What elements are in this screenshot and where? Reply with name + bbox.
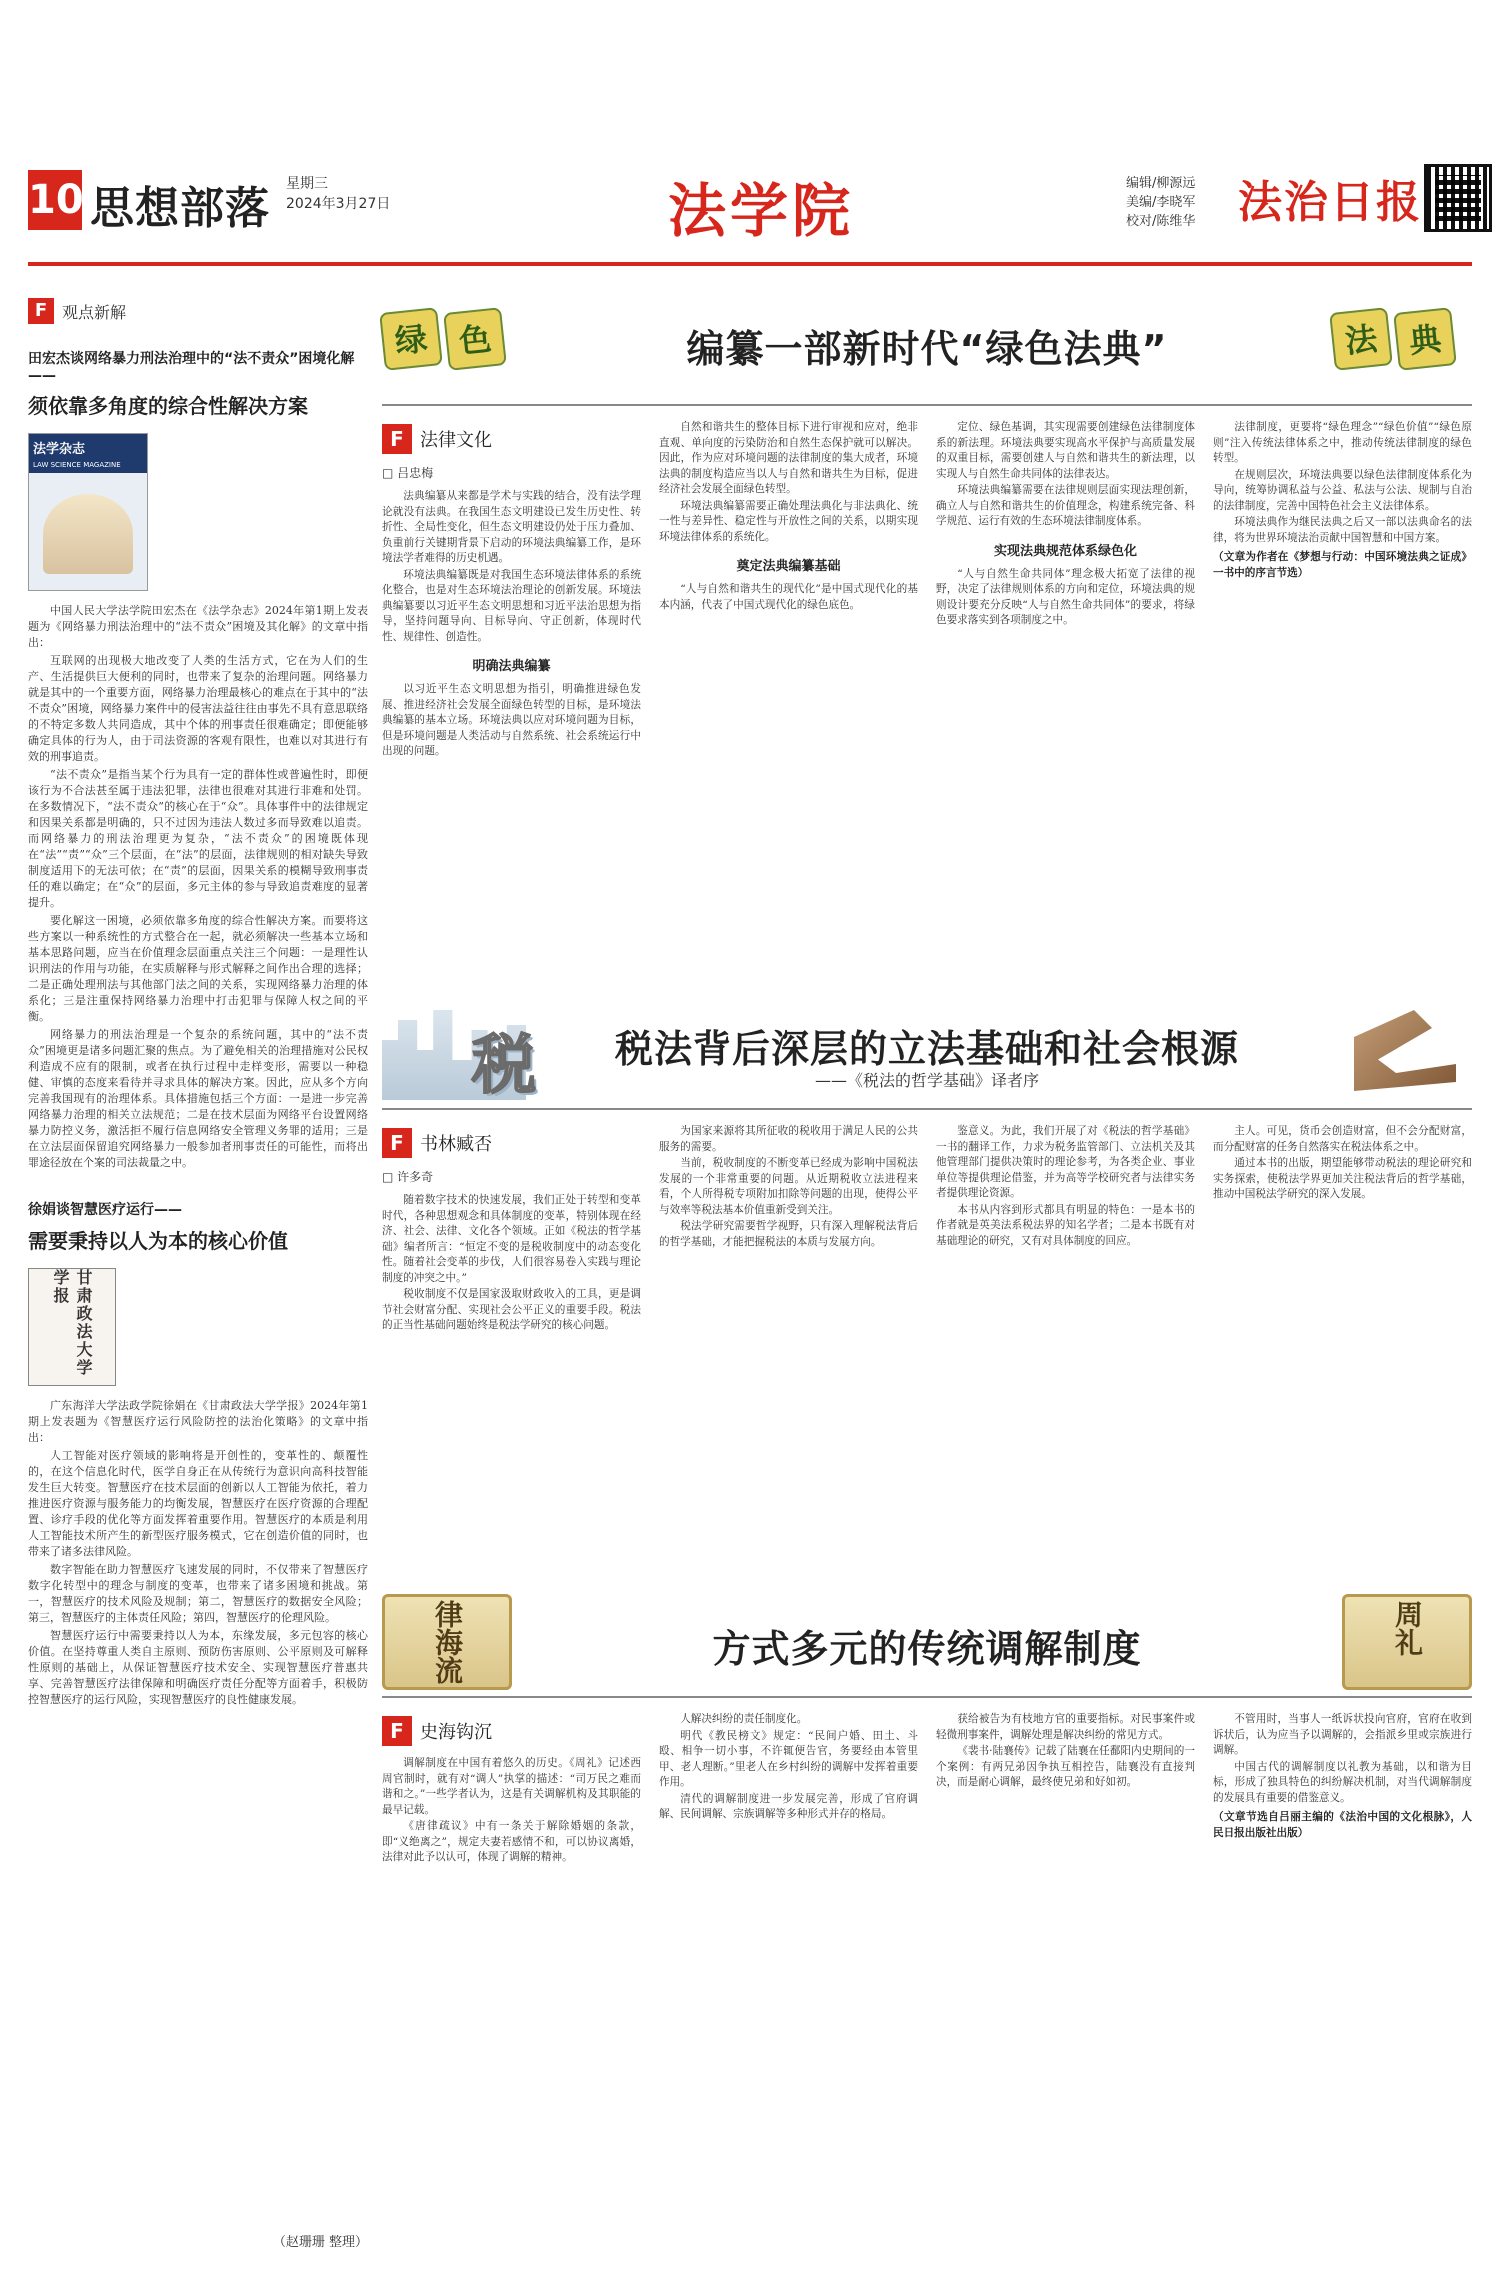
paragraph: “法不责众”是指当某个行为具有一定的群体性或普遍性时，即便该行为不合法甚至属于违法犯罪，法律也很难对其进行非难和处罚。在多数情况下，“法不责众”的核心在于“众”。具体事件中的法律规定和因果关系都是明确的，只不过因为违法人数过多而导致难以追责。而网络暴力的刑法治理更为复杂，“法不责众”的困境既体现在“法”“责”“众”三个层面，在“法”的层面，法律规则的相对缺失导致制度适用下的无法可依；在“责”的层面，因果关系的模糊导致刑事责任的难以确定；在“众”的层面，多元主体的参与导致追责难度的显著提升。 <box>28 768 368 909</box>
banner-tile: 典 <box>1393 307 1457 371</box>
journal-cover-title: 甘肃政法大学学报 <box>51 1269 93 1377</box>
text-column <box>1213 420 1472 761</box>
weekday: 星期三 <box>286 176 328 192</box>
scroll-illustration-right <box>1342 1594 1472 1690</box>
column-tag-label: 观点新解 <box>62 302 127 322</box>
paragraph: 《裴书·陆襄传》记载了陆襄在任鄱阳内史期间的一个案例：有两兄弟因争执互相控告，陆襄没有直接判决，而是耐心调解，最终使兄弟和好如初。 <box>936 1745 1195 1788</box>
column-tag <box>382 1128 641 1158</box>
article-green-code <box>382 296 1472 996</box>
article-title: 方式多元的传统调解制度 <box>712 1627 1142 1671</box>
paragraph: 数字智能在助力智慧医疗飞速发展的同时，不仅带来了智慧医疗数字化转型中的理念与制度的变革，也带来了诸多困境和挑战。第一，智慧医疗的技术风险及规制；第二，智慧医疗的数据安全风险；第三，智慧医疗的主体责任风险；第四，智慧医疗的伦理风险。 <box>28 1563 368 1624</box>
source-caption: （文章为作者在《梦想与行动：中国环境法典之证成》一书中的序言节选） <box>1213 551 1472 579</box>
column-tag-label: 书林臧否 <box>420 1134 492 1155</box>
article-columns <box>382 1712 1472 1867</box>
scroll-text: 周礼 <box>1391 1600 1424 1656</box>
text-column <box>936 1712 1195 1867</box>
paragraph: “人与自然和谐共生的现代化”是中国式现代化的基本内涵，代表了中国式现代化的绿色底色。 <box>659 583 918 611</box>
article-title: 须依靠多角度的综合性解决方案 <box>28 394 308 418</box>
text-column <box>659 420 918 761</box>
paragraph: 主人。可见，货币会创造财富，但不会分配财富，而分配财富的任务自然落实在税法体系之中。 <box>1213 1125 1472 1153</box>
issue-date: 2024年3月27日 <box>286 196 391 212</box>
paragraph: 调解制度在中国有着悠久的历史。《周礼》记述西周官制时，就有对“调人”执掌的描述：“司万民之难而谐和之。”一些学者认为，这是有关调解机构及其职能的最早记载。 <box>382 1757 641 1816</box>
article-title: 税法背后深层的立法基础和社会根源 <box>614 1027 1239 1071</box>
column-tag <box>382 1716 641 1746</box>
scroll-text: 律海流 <box>431 1600 464 1684</box>
author-name: □ 吕忠梅 <box>382 464 641 481</box>
paragraph: 环境法典作为继民法典之后又一部以法典命名的法律，将为世界环境法治贡献中国智慧和中国方案。 <box>1213 516 1472 544</box>
text-column <box>382 420 641 761</box>
text-column <box>936 1124 1195 1335</box>
paragraph: “人与自然生命共同体”理念极大拓宽了法律的视野，决定了法律规则体系的方向和定位，环境法典的规则设计要充分反映“人与自然生命共同体”的要求，将绿色要求落实到各项制度之中。 <box>936 567 1195 626</box>
magazine-cover <box>28 433 148 591</box>
article-mediation <box>382 1588 1472 2248</box>
editor-line: 编辑/柳源远 <box>1126 176 1196 191</box>
editor-line: 校对/陈维华 <box>1126 214 1196 229</box>
text-column <box>382 1712 641 1867</box>
article-title: 编纂一部新时代“绿色法典” <box>686 327 1168 371</box>
paragraph: 税法学研究需要哲学视野，只有深入理解税法背后的哲学基础，才能把握税法的本质与发展方向。 <box>659 1220 918 1248</box>
column-tag <box>28 298 368 324</box>
paragraph: 人工智能对医疗领域的影响将是开创性的，变革性的、颠覆性的，在这个信息化时代，医学自身正在从传统行为意识向高科技智能发生巨大转变。智慧医疗在技术层面的创新以人工智能为依托，着力推进医疗资源与服务能力的均衡发展，智慧医疗在医疗资源的合理配置、诊疗手段的优化等方面发挥着重要作用。智慧医疗的本质是利用人工智能技术所产生的新型医疗服务模式，它在创造价值的同时，也带来了诸多法律风险。 <box>28 1449 368 1558</box>
paragraph: 互联网的出现极大地改变了人类的生活方式，它在为人们的生产、生活提供巨大便利的同时，也带来了复杂的治理问题。网络暴力就是其中的一个重要方面，网络暴力治理最核心的难点在于其中的“法不责众”困境，网络暴力案件中的侵害法益往往由事先不具有意思联络的不特定多数人共同造成，其中个体的刑事责任很难确定；即便能够确定具体的行为人，由于司法资源的客观有限性，也难以对其进行有效的刑事追责。 <box>28 654 368 763</box>
article-tax-law <box>382 1000 1472 1580</box>
editor-line: 美编/李晓军 <box>1126 195 1196 210</box>
qr-code-icon <box>1424 164 1492 232</box>
magazine-cover-title: 法学杂志 <box>29 434 147 461</box>
article-body <box>28 603 368 1171</box>
journal-cover <box>28 1268 116 1386</box>
column-tag-label: 法律文化 <box>420 430 492 451</box>
article-body <box>28 1398 368 1708</box>
text-column <box>659 1712 918 1867</box>
paragraph: 定位、绿色基调，其实现需要创建绿色法律制度体系的新法理。环境法典要实现高水平保护与高质量发展的双重目标，需要创建人与自然和谐共生的新法理，以实现人与自然生命共同体的法律表达。 <box>936 421 1195 480</box>
paragraph: 法律制度，更要将“绿色理念”“绿色价值”“绿色原则”注入传统法律体系之中，推动传统法律制度的绿色转型。 <box>1213 421 1472 464</box>
paragraph: 网络暴力的刑法治理是一个复杂的系统问题，其中的“法不责众”困境更是诸多问题汇聚的焦点。为了避免相关的治理措施对公民权利造成不应有的限制，或者在执行过程中走样变形，需要以一种稳健、审慎的态度来看待并寻求具体的解决方案。因此，应从多个方向完善我国现有的治理体系。具体措施包括三个方面：一是进一步完善网络暴力治理的相关立法规范；二是在技术层面为网络平台设置网络暴力防控义务，激活拒不履行信息网络安全管理义务罪的适用；三是在立法层面保留追究网络暴力一般参加者刑事责任的可能性，而将出罪途径放在个案的司法裁量之中。 <box>28 1028 368 1169</box>
section-heading: 实现法典规范体系绿色化 <box>993 543 1137 559</box>
paragraph: 人解决纠纷的责任制度化。 <box>680 1713 808 1725</box>
paragraph: 本书从内容到形式都具有明显的特色：一是本书的作者就是英美法系税法界的知名学者；二是本书既有对基础理论的研究，又有对具体制度的回应。 <box>936 1203 1195 1247</box>
article-subtitle: 田宏杰谈网络暴力刑法治理中的“法不责众”困境化解—— <box>28 351 355 384</box>
paragraph: 不管用时，当事人一纸诉状投向官府，官府在收到诉状后，认为应当予以调解的，会指派乡里或宗族进行调解。 <box>1213 1713 1472 1756</box>
paragraph: 自然和谐共生的整体目标下进行审视和应对，绝非直观、单向度的污染防治和自然生态保护就可以解决。因此，作为应对环境问题的法律制度的集大成者，环境法典的制度构造应当以人与自然和谐共生为目标，促进经济社会发展全面绿色转型。 <box>659 421 918 495</box>
text-column <box>659 1124 918 1335</box>
column-f-icon: F <box>382 1716 412 1746</box>
text-column <box>936 420 1195 761</box>
paragraph: 当前，税收制度的不断变革已经成为影响中国税法发展的一个非常重要的问题。从近期税收立法进程来看，个人所得税专项附加扣除等问题的出现，使得公平与效率等税法基本价值重新受到关注。 <box>659 1157 918 1216</box>
banner-decoration-right <box>1332 310 1472 390</box>
column-tag <box>382 424 641 454</box>
paragraph: 智慧医疗运行中需要秉持以人为本，东缘发展，多元包容的核心价值。在坚持尊重人类自主原则、预防伤害原则、公平原则及可解释性原则的基础上，从保证智慧医疗技术安全、实现智慧医疗普惠共享、完善智慧医疗法律保障和明确医疗责任分配等方面着手，积极防控智慧医疗的运行风险，实现智慧医疗的良性健康发展。 <box>28 1629 368 1706</box>
paragraph: 获给被告为有枝地方官的重要指标。对民事案件或轻微刑事案件，调解处理是解决纠纷的常见方式。 <box>936 1713 1195 1741</box>
paragraph: 《唐律疏议》中有一条关于解除婚姻的条款，即“义绝离之”，规定夫妻若感情不和，可以协议离婚，法律对此予以认可，体现了调解的精神。 <box>382 1820 641 1863</box>
section-heading: 明确法典编纂 <box>472 659 551 674</box>
newspaper-logo: 法治日报 <box>1238 177 1422 228</box>
text-column <box>1213 1712 1472 1867</box>
masthead <box>28 158 1472 258</box>
article-title: 需要秉持以人为本的核心价值 <box>28 1229 288 1253</box>
paragraph: 广东海洋大学法政学院徐娟在《甘肃政法大学学报》2024年第1期上发表题为《智慧医疗运行风险防控的法治化策略》的文章中指出： <box>28 1399 368 1444</box>
paragraph: 中国人民大学法学院田宏杰在《法学杂志》2024年第1期上发表题为《网络暴力刑法治理中的“法不责众”困境及其化解》的文章中指出： <box>28 604 368 649</box>
page-title: 法学院 <box>668 177 855 245</box>
magazine-cover-subtitle: LAW SCIENCE MAGAZINE <box>29 461 147 473</box>
paragraph: 税收制度不仅是国家汲取财政收入的工具，更是调节社会财富分配、实现社会公平正义的重要手段。税法的正当性基础问题始终是税法学研究的核心问题。 <box>382 1288 641 1331</box>
paragraph: 为国家来源将其所征收的税收用于满足人民的公共服务的需要。 <box>659 1125 918 1153</box>
banner-tile: 绿 <box>379 307 443 371</box>
banner-tile: 法 <box>1329 307 1393 371</box>
column-f-icon: F <box>382 424 412 454</box>
paragraph: 以习近平生态文明思想为指引，明确推进绿色发展、推进经济社会发展全面绿色转型的目标，是环境法典编纂的基本立场。环境法典以应对环境问题为目标，但是环境问题是人类活动与自然系统、社会系统运行中出现的问题。 <box>382 683 641 757</box>
paragraph: 随着数字技术的快速发展，我们正处于转型和变革时代，各种思想观念和具体制度的变革，特别体现在经济、社会、法律、文化各个领域。正如《税法的哲学基础》编者所言：“恒定不变的是税收制度中的动态变化性。随着社会变革的步伐，人们很容易卷入实践与理论制度的冲突之中。” <box>382 1194 641 1284</box>
paragraph: 通过本书的出版，期望能够带动税法的理论研究和实务探索，使税法学界更加关注税法背后的哲学基础，推动中国税法学研究的深入发展。 <box>1213 1157 1472 1200</box>
editor-credit: （赵珊珊 整理） <box>272 2235 368 2250</box>
editor-credits <box>1126 174 1195 231</box>
article-subtitle: 徐娟谈智慧医疗运行—— <box>28 1202 182 1218</box>
paragraph: 环境法典编纂需要正确处理法典化与非法典化、统一性与差异性、稳定性与开放性之间的关系，以期实现环境法律体系的系统化。 <box>659 499 918 543</box>
text-column <box>1213 1124 1472 1335</box>
date-block <box>286 174 390 214</box>
article-columns <box>382 1124 1472 1335</box>
banner-glyph: 税 <box>472 1028 536 1103</box>
paragraph: 在规则层次，环境法典要以绿色法律制度体系化为导向，统筹协调私益与公益、私法与公法、规制与自治的法律制度，完善中国特色社会主义法律体系。 <box>1213 468 1472 512</box>
magazine-cover-art <box>43 494 133 574</box>
header-rule <box>28 262 1472 266</box>
article-columns <box>382 420 1472 761</box>
paragraph: 鉴意义。为此，我们开展了对《税法的哲学基础》一书的翻译工作，力求为税务监管部门、立法机关及其他管理部门提供决策时的理论参考，为各类企业、事业单位等提供理论借鉴，并为高等学校研究者与法律实务者提供理论资源。 <box>936 1125 1195 1199</box>
paragraph: 清代的调解制度进一步发展完善，形成了官府调解、民间调解、宗族调解等多种形式并存的格局。 <box>659 1792 918 1820</box>
paragraph: 法典编纂从来都是学术与实践的结合，没有法学理论就没有法典。在我国生态文明建设已发生历史性、转折性、全局性变化，但生态文明建设仍处于压力叠加、负重前行关键期背景下启动的环境法典编纂工作，是环境法学者难得的历史机遇。 <box>382 490 641 564</box>
article-banner <box>382 1000 1472 1110</box>
text-column <box>382 1124 641 1335</box>
paragraph: 环境法典编纂需要在法律规则层面实现法理创新，确立人与自然和谐共生的价值理念，构建系统完备、科学规范、运行有效的生态环境法律制度体系。 <box>936 484 1195 527</box>
column-f-icon: F <box>382 1128 412 1158</box>
left-column <box>28 290 368 2250</box>
paragraph: 明代《教民榜文》规定：“民间户婚、田土、斗殴、相争一切小事，不许辄便告官，务要经由本管里甲、老人理断。”里老人在乡村纠纷的调解中发挥着重要作用。 <box>659 1729 918 1788</box>
source-caption: （文章节选自吕丽主编的《法治中国的文化根脉》，人民日报出版社出版） <box>1213 1811 1472 1839</box>
article-banner <box>382 296 1472 406</box>
column-tag-label: 史海钩沉 <box>420 1722 492 1743</box>
banner-tile: 色 <box>443 307 507 371</box>
paragraph: 中国古代的调解制度以礼教为基础，以和谐为目标，形成了独具特色的纠纷解决机制，对当代调解制度的发展具有重要的借鉴意义。 <box>1213 1760 1472 1804</box>
article-banner <box>382 1588 1472 1698</box>
article-subtitle: ——《税法的哲学基础》译者序 <box>814 1071 1039 1090</box>
paragraph: 要化解这一困境，必须依靠多角度的综合性解决方案。而要将这些方案以一种系统性的方式整合在一起，就必须解决一些基本立场和基本思路问题，应当在价值理念层面重点关注三个问题：一是理性认识刑法的作用与功能，在实质解释与形式解释之间作出合理的选择；二是正确处理刑法与其他部门法之间的关系，实现网络暴力治理的体系化；三是注重保持网络暴力治理中打击犯罪与保障人权之间的平衡。 <box>28 914 368 1023</box>
section-name: 思想部落 <box>90 183 270 234</box>
section-heading: 奠定法典编纂基础 <box>736 559 841 574</box>
author-name: □ 许多奇 <box>382 1168 641 1185</box>
column-f-icon: F <box>28 298 54 324</box>
page-number: 10 <box>28 170 82 230</box>
paragraph: 环境法典编纂既是对我国生态环境法律体系的系统化整合，也是对生态环境法治理论的创新发展。环境法典编纂要以习近平生态文明思想和习近平法治思想为指导，坚持问题导向、目标导向、守正创新，体现时代性、规律性、创造性。 <box>382 568 641 643</box>
